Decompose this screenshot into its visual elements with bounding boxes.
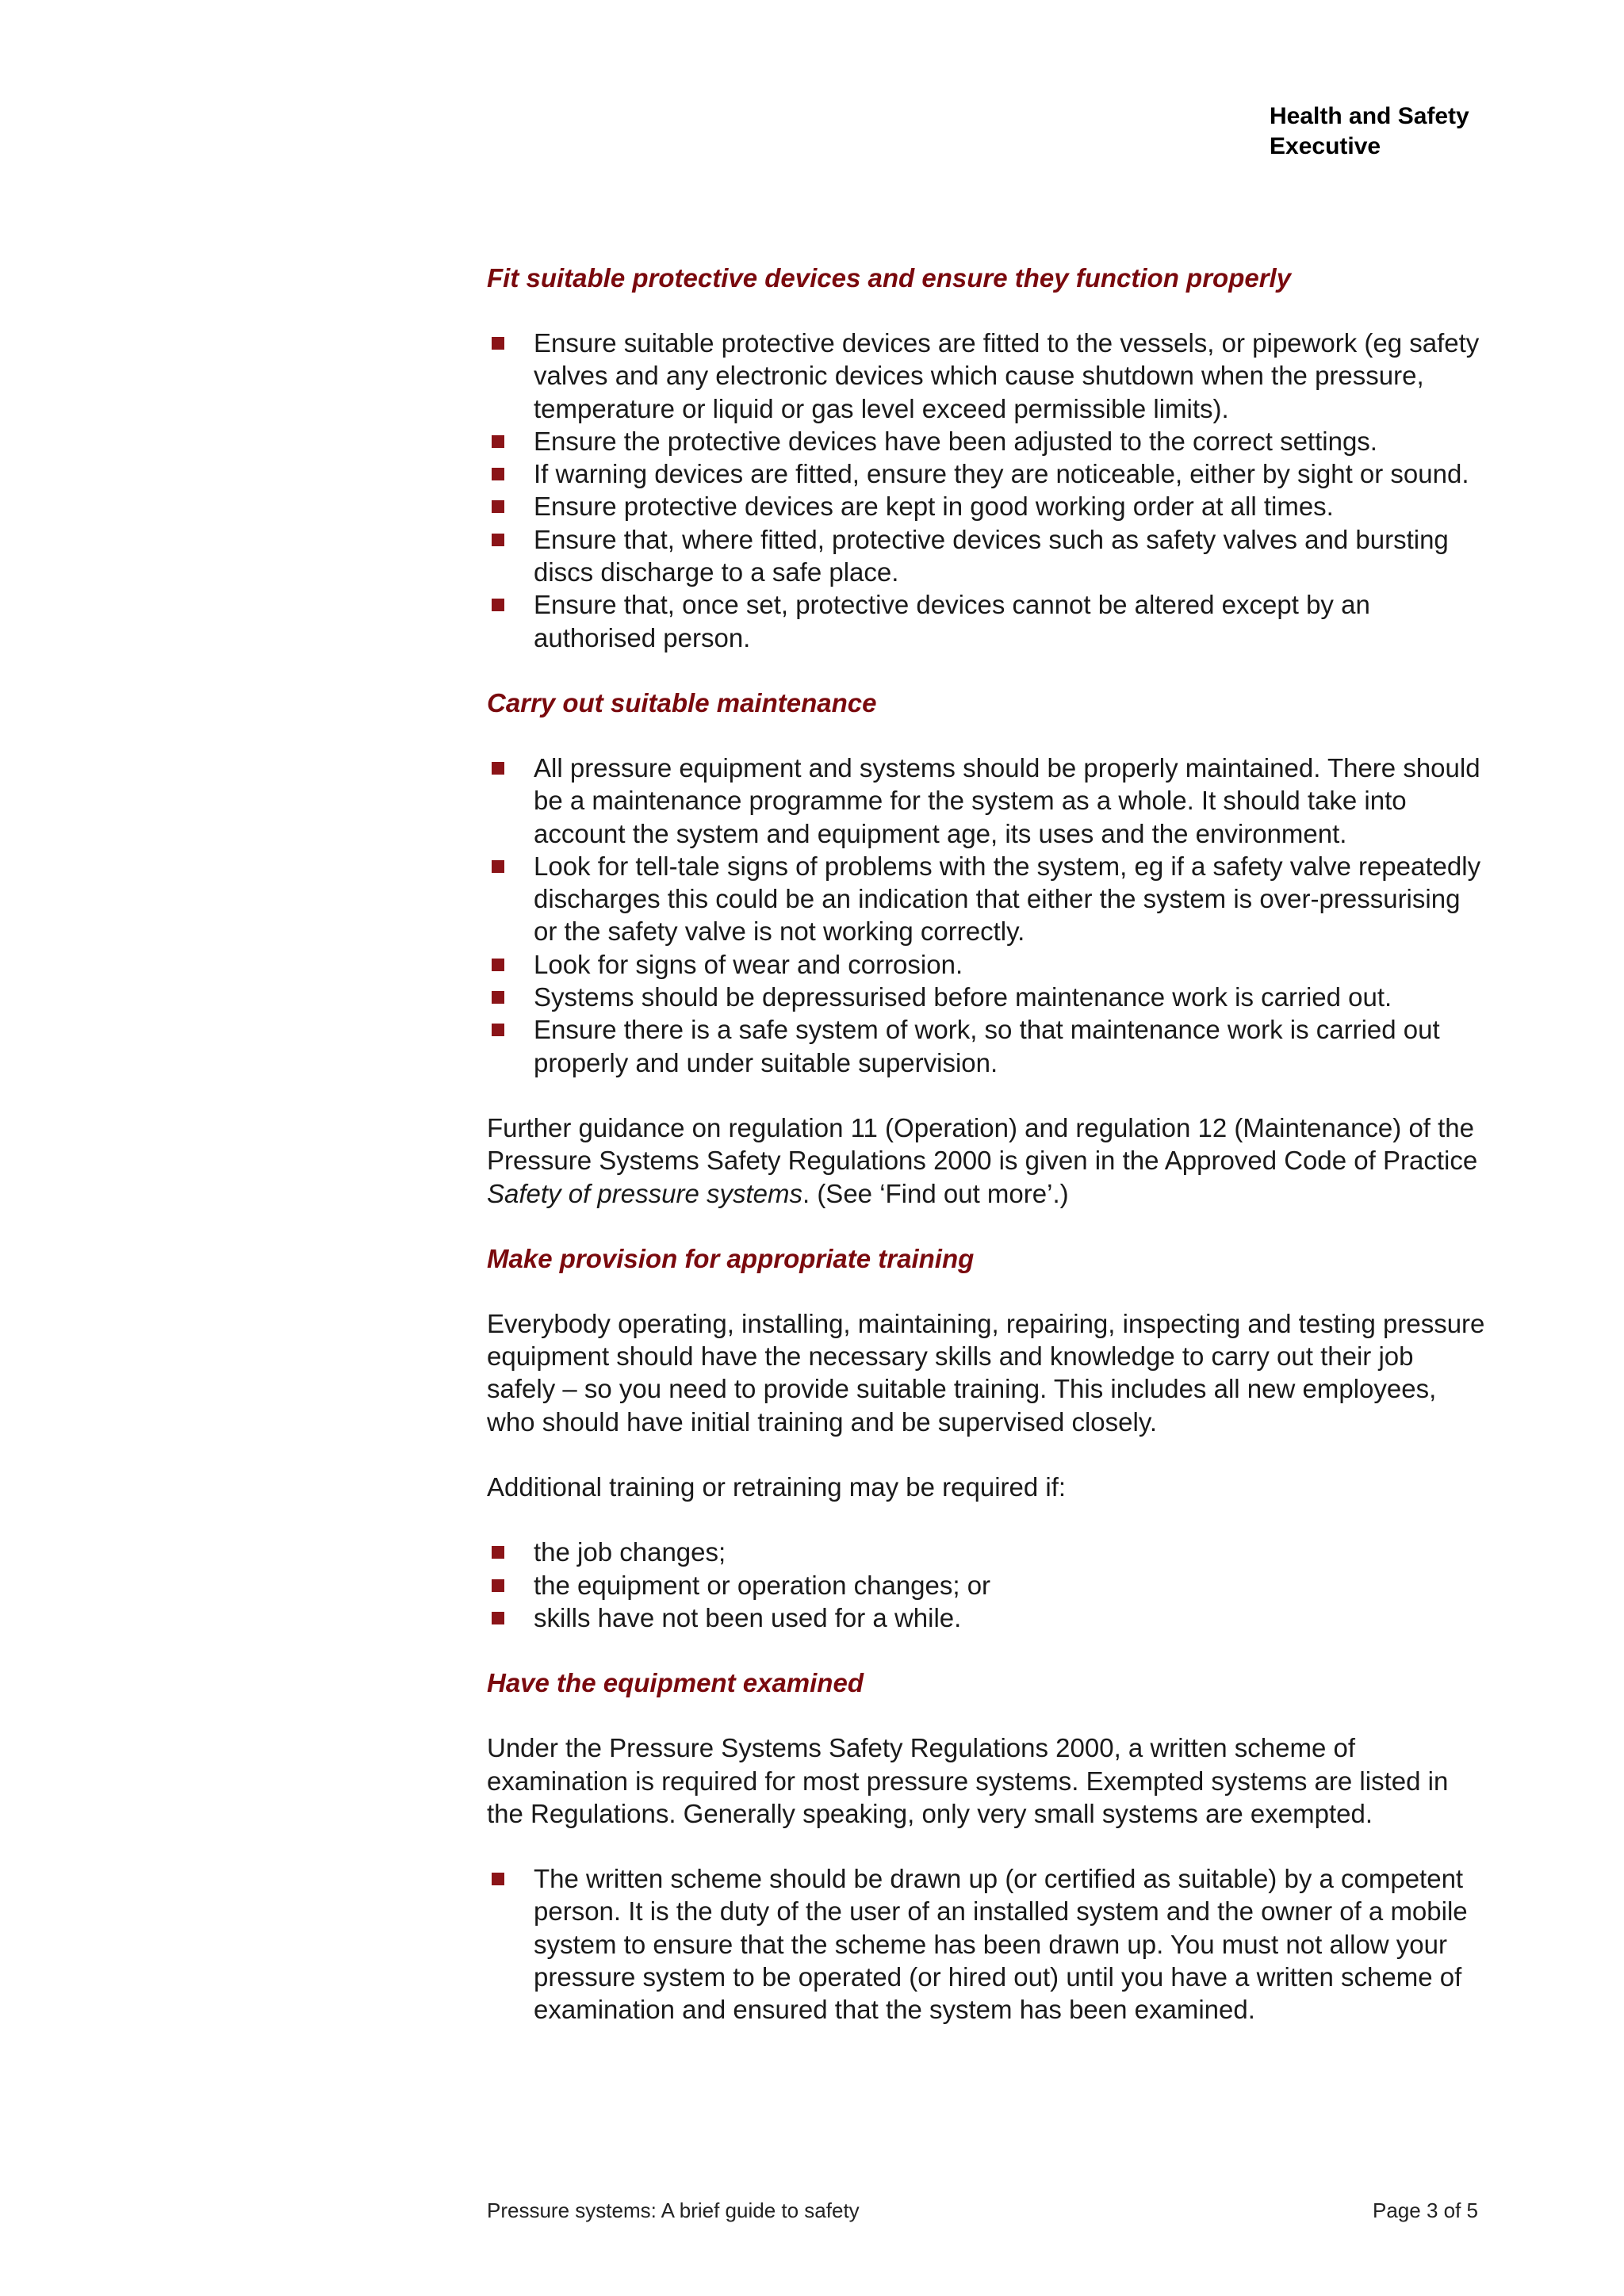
square-bullet-icon bbox=[492, 991, 504, 1004]
square-bullet-icon bbox=[492, 435, 504, 448]
list-item bbox=[487, 1536, 1486, 1568]
list-item bbox=[487, 1569, 1486, 1601]
square-bullet-icon bbox=[492, 762, 504, 775]
list-item bbox=[487, 981, 1486, 1013]
list-item-text: Look for signs of wear and corrosion. bbox=[534, 949, 963, 979]
protective-devices-list bbox=[487, 327, 1486, 654]
footer-document-title: Pressure systems: A brief guide to safety bbox=[487, 2198, 860, 2222]
list-item-text: Ensure protective devices are kept in good working order at all times. bbox=[534, 492, 1334, 522]
list-item bbox=[487, 490, 1486, 522]
list-item bbox=[487, 1862, 1486, 2026]
organisation-name bbox=[1270, 101, 1469, 162]
maintenance-guidance-paragraph bbox=[487, 1112, 1486, 1210]
square-bullet-icon bbox=[492, 860, 504, 873]
list-item bbox=[487, 523, 1486, 589]
list-item bbox=[487, 1013, 1486, 1079]
section-heading-protective-devices: Fit suitable protective devices and ensure they function properly bbox=[487, 263, 1292, 293]
retraining-conditions-list bbox=[487, 1536, 1486, 1634]
square-bullet-icon bbox=[492, 1024, 504, 1036]
list-item-text: Ensure the protective devices have been adjusted to the correct settings. bbox=[534, 426, 1377, 456]
section-heading-examination: Have the equipment examined bbox=[487, 1668, 864, 1698]
square-bullet-icon bbox=[492, 1546, 504, 1559]
list-item-text: Ensure that, where fitted, protective devices such as safety valves and bursting discs discharge to a safe place. bbox=[534, 524, 1449, 587]
examination-list bbox=[487, 1862, 1486, 2026]
list-item-text: Systems should be depressurised before maintenance work is carried out. bbox=[534, 982, 1392, 1012]
guidance-text-end: . (See ‘Find out more’.) bbox=[802, 1178, 1069, 1208]
list-item-text: the equipment or operation changes; or bbox=[534, 1570, 991, 1600]
guidance-text: Further guidance on regulation 11 (Operation) and regulation 12 (Maintenance) of the Pressure Systems Safety Regulations 2000 is given in the Approved Code of Practice bbox=[487, 1112, 1478, 1176]
list-item bbox=[487, 588, 1486, 654]
list-item-text: skills have not been used for a while. bbox=[534, 1602, 962, 1632]
list-item bbox=[487, 457, 1486, 490]
list-item bbox=[487, 850, 1486, 948]
list-item-text: the job changes; bbox=[534, 1537, 726, 1567]
guidance-publication-title: Safety of pressure systems bbox=[487, 1178, 802, 1208]
organisation-name-line2: Executive bbox=[1270, 133, 1381, 159]
square-bullet-icon bbox=[492, 534, 504, 546]
section-heading-training: Make provision for appropriate training bbox=[487, 1243, 975, 1273]
list-item-text: The written scheme should be drawn up (or certified as suitable) by a competent person. It is the duty of the user of an installed system and the owner of a mobile system to ensure that the scheme has been drawn up. You must not allow your pressure system to be operated (or hired out) until you have a written scheme of examination and ensured that the system has been examined. bbox=[534, 1864, 1468, 2025]
list-item-text: Ensure there is a safe system of work, so that maintenance work is carried out properly and under suitable supervision. bbox=[534, 1015, 1440, 1077]
square-bullet-icon bbox=[492, 599, 504, 611]
square-bullet-icon bbox=[492, 1579, 504, 1592]
document-body bbox=[487, 262, 1486, 2059]
list-item-text: All pressure equipment and systems should be properly maintained. There should be a maintenance programme for the system as a whole. It should take into account the system and equipment age, its uses and the environment. bbox=[534, 752, 1480, 848]
list-item-text: Ensure that, once set, protective devices cannot be altered except by an authorised person. bbox=[534, 590, 1370, 652]
square-bullet-icon bbox=[492, 337, 504, 350]
section-heading-maintenance: Carry out suitable maintenance bbox=[487, 687, 877, 718]
list-item bbox=[487, 1601, 1486, 1634]
square-bullet-icon bbox=[492, 1612, 504, 1624]
list-item bbox=[487, 425, 1486, 457]
maintenance-list bbox=[487, 752, 1486, 1079]
retraining-paragraph: Additional training or retraining may be required if: bbox=[487, 1472, 1067, 1502]
list-item-text: If warning devices are fitted, ensure they are noticeable, either by sight or sound. bbox=[534, 459, 1469, 489]
square-bullet-icon bbox=[492, 959, 504, 971]
square-bullet-icon bbox=[492, 468, 504, 480]
list-item bbox=[487, 752, 1486, 850]
footer-page-number: Page 3 of 5 bbox=[1373, 2198, 1478, 2222]
training-paragraph: Everybody operating, installing, maintaining, repairing, inspecting and testing pressure equipment should have the necessary skills and knowledge to carry out their job safely – so you need to provide suitable training. This includes all new employees, who should have initial training and be supervised closely. bbox=[487, 1308, 1485, 1437]
list-item bbox=[487, 327, 1486, 425]
organisation-name-line1: Health and Safety bbox=[1270, 103, 1469, 129]
square-bullet-icon bbox=[492, 500, 504, 513]
square-bullet-icon bbox=[492, 1873, 504, 1885]
list-item-text: Look for tell-tale signs of problems with the system, eg if a safety valve repeatedly discharges this could be an indication that either the system is over-pressurising or the safety valve is not working correctly. bbox=[534, 851, 1481, 947]
list-item bbox=[487, 948, 1486, 981]
examination-paragraph: Under the Pressure Systems Safety Regulations 2000, a written scheme of examination is required for most pressure systems. Exempted systems are listed in the Regulations. Generally speaking, only very small systems are exempted. bbox=[487, 1733, 1449, 1828]
list-item-text: Ensure suitable protective devices are fitted to the vessels, or pipework (eg safety valves and any electronic devices which cause shutdown when the pressure, temperature or liquid or gas level exceed permissible limits). bbox=[534, 328, 1480, 423]
